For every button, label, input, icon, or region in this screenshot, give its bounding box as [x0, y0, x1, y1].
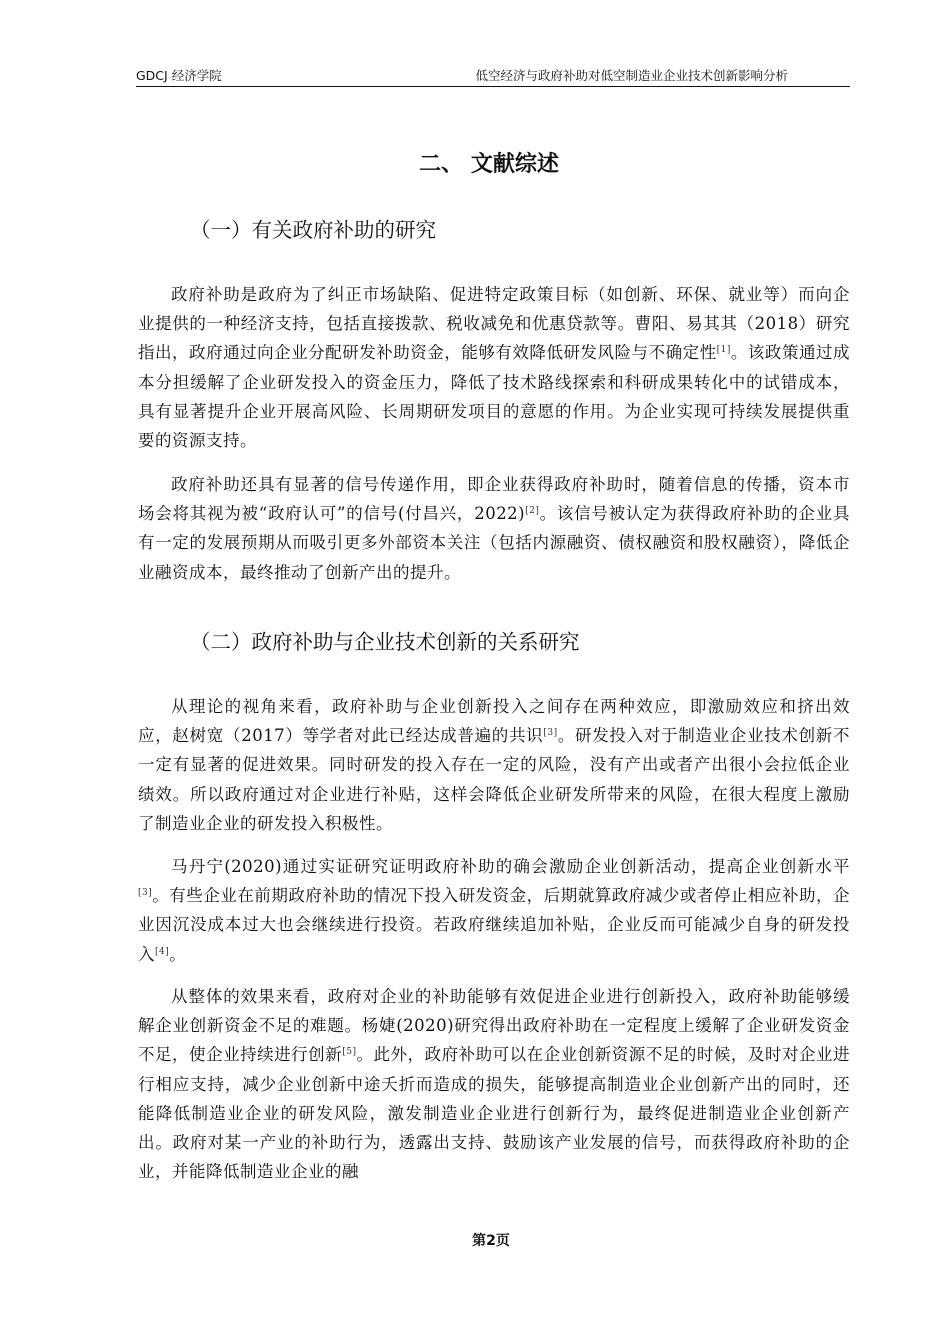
paragraph — [138, 692, 850, 838]
header-thesis-title: 低空经济与政府补助对低空制造业企业技术创新影响分析 — [475, 68, 788, 83]
citation: [1] — [716, 345, 731, 356]
paragraph — [138, 852, 850, 969]
citation: [3] — [543, 728, 558, 739]
section-title-1: （一）有关政府补助的研究 — [190, 218, 436, 242]
page-number: 第2页 — [472, 1233, 510, 1249]
header-institution: GDCJ 经济学院 — [136, 68, 222, 83]
paragraph-text: 从理论的视角来看，政府补助与企业创新投入之间存在两种效应，即激励效应和挤出效应，赵树宽（2017）等学者对此已经达成普遍的共识 — [138, 697, 850, 746]
paragraph — [138, 280, 850, 455]
citation: [5] — [342, 1047, 357, 1058]
paragraph-text: 。有些企业在前期政府补助的情况下投入研发资金，后期就算政府减少或者停止相应补助，企业因沉没成本过大也会继续进行投资。若政府继续追加补贴，企业反而可能减少自身的研发投入 — [138, 886, 850, 964]
paragraph-text: 。此外，政府补助可以在企业创新资源不足的时候，及时对企业进行相应支持，减少企业创新中途夭折而造成的损失，能够提高制造业企业创新产出的同时，还能降低制造业企业的研发风险，激发制造业企业进行创新行为，最终促进制造业企业创新产出。政府对某一产业的补助行为，透露出支持、鼓励该产业发展的信号，而获得政府补助的企业，并能降低制造业企业的融 — [138, 1045, 851, 1182]
citation: [4] — [155, 946, 170, 957]
paragraph-text: 从整体的效果来看，政府对企业的补助能够有效促进企业进行创新投入，政府补助能够缓解企业创新资金不足的难题。杨婕(2020)研究得出政府补助在一定程度上缓解了企业研发资金不足，使企业持续进行创新 — [138, 987, 850, 1065]
paragraph-text: 。 — [169, 944, 187, 964]
running-header — [136, 66, 850, 86]
paragraph-text: 。研发投入对于制造业企业技术创新不一定有显著的促进效果。同时研发的投入存在一定的风险，没有产出或者产出很小会拉低企业绩效。所以政府通过对企业进行补贴，这样会降低企业研发所带来的风险，在很大程度上激励了制造业企业的研发投入积极性。 — [138, 726, 851, 833]
paragraph — [138, 470, 850, 587]
header-rule — [136, 86, 850, 87]
citation: [2] — [525, 506, 540, 517]
paragraph-text: 。该政策通过成本分担缓解了企业研发投入的资金压力，降低了技术路线探索和科研成果转化中的试错成本，具有显著提升企业开展高风险、长周期研发项目的意愿的作用。为企业实现可持续发展提供重要的资源支持。 — [138, 343, 851, 451]
section-title-2: （二）政府补助与企业技术创新的关系研究 — [190, 630, 580, 654]
paragraph-text: 。该信号被认定为获得政府补助的企业具有一定的发展预期从而吸引更多外部资本关注（包括内源融资、债权融资和股权融资），降低企业融资成本，最终推动了创新产出的提升。 — [138, 504, 850, 582]
paragraph-text: 马丹宁(2020)通过实证研究证明政府补助的确会激励企业创新活动，提高企业创新水平 — [171, 857, 850, 876]
citation: [3] — [138, 888, 153, 899]
chapter-title: 二、 文献综述 — [419, 152, 559, 177]
paragraph — [138, 982, 850, 1186]
paragraph-text: 政府补助还具有显著的信号传递作用，即企业获得政府补助时，随着信息的传播，资本市场会将其视为被“政府认可”的信号(付昌兴，2022) — [138, 475, 850, 524]
paragraph-text: 政府补助是政府为了纠正市场缺陷、促进特定政策目标（如创新、环保、就业等）而向企业提供的一种经济支持，包括直接拨款、税收减免和优惠贷款等。曹阳、易其其（2018）研究指出，政府通过向企业分配研发补助资金，能够有效降低研发风险与不确定性 — [138, 285, 850, 363]
